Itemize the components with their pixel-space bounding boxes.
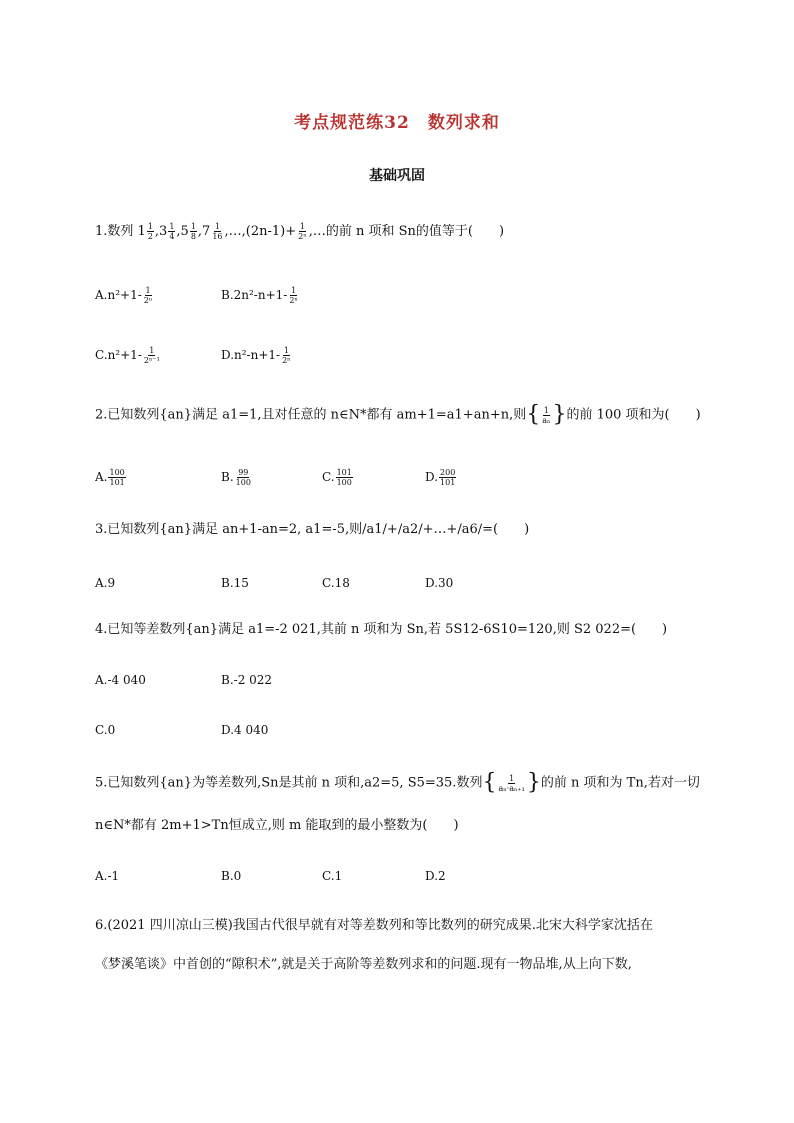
question-1-option-d: D.n²-n+1- $\frac{1}{\text{2ⁿ}}$ [221,346,291,365]
question-5-option-b: B.0 [221,869,242,883]
question-2-option-c: C. $\frac{101}{100}$ [322,468,352,487]
section-heading: 基础巩固 [369,168,425,184]
question-3-option-a: A.9 [95,576,116,590]
question-5-line-2: n∈N*都有 2m+1>Tn恒成立,则 m 能取到的最小整数为( ) [95,818,459,833]
question-4: 4.已知等差数列{an}满足 a1=-2 021,其前 n 项和为 Sn,若 5S12-6S10=120,则 S2 022=( ) [95,622,668,637]
question-5: 5.已知数列{an}为等差数列,Sn是其前 n 项和,a2=5, S5=35.数列{ $\frac{1}{\text{aₙ·aₙ₊₁}}$ }的前 n 项和为 Tn,若对一切 [95,770,700,795]
question-4-option-a: A.-4 040 [95,673,146,687]
question-2-option-d: D. $\frac{200}{101}$ [425,468,456,487]
question-5-suffix: 的前 n 项和为 Tn,若对一切 [540,775,700,791]
question-6-line-1: 6.(2021 四川凉山三模)我国古代很早就有对等差数列和等比数列的研究成果.北宋大科学家沈括在 [95,918,653,933]
question-6-line-2: 《梦溪笔谈》中首创的“隙积术”,就是关于高阶等差数列求和的问题.现有一物品堆,从上向下数, [95,957,632,972]
question-1: 1.数列 1 $\frac{1}{2}$ ,3 $\frac{1}{4}$ ,5 $\frac{1}{8}$ ,7 $\frac{1}{16}$ ,…,(2n-1)+ $\frac{1}{\text{2ⁿ}}$ ,…的前 n 项和 Sn的值等于( ) [95,222,505,241]
question-4-option-c: C.0 [95,723,116,737]
question-3-option-b: B.15 [221,576,249,590]
question-3-option-d: D.30 [425,576,454,590]
question-5-option-d: D.2 [425,869,446,883]
page-title: 考点规范练32 数列求和 [294,113,500,133]
question-5-option-c: C.1 [322,869,343,883]
question-1-option-b: B.2n²-n+1- $\frac{1}{\text{2ⁿ}}$ [221,286,298,305]
question-4-option-d: D.4 040 [221,723,269,737]
question-5-text: 5.已知数列{an}为等差数列,Sn是其前 n 项和,a2=5, S5=35.数列 [95,775,483,791]
question-1-option-a: A.n²+1- $\frac{1}{\text{2ⁿ}}$ [95,286,153,305]
question-1-suffix: ,…的前 n 项和 Sn的值等于( ) [308,224,505,239]
question-3: 3.已知数列{an}满足 an+1-an=2, a1=-5,则/a1/+/a2/+…+/a6/=( ) [95,522,530,537]
question-3-option-c: C.18 [322,576,350,590]
question-2: 2.已知数列{an}满足 a1=1,且对任意的 n∈N*都有 am+1=a1+an+n,则{ $\frac{1}{\text{aₙ}}$ }的前 100 项和为( ) [95,402,701,427]
question-2-option-b: B. $\frac{99}{100}$ [221,468,251,487]
question-1-mid: …,(2n-1)+ [228,224,297,239]
question-4-option-b: B.-2 022 [221,673,273,687]
question-2-option-a: A. $\frac{100}{101}$ [95,468,125,487]
question-2-text: 2.已知数列{an}满足 a1=1,且对任意的 n∈N*都有 am+1=a1+an+n,则 [95,407,527,423]
question-5-option-a: A.-1 [95,869,120,883]
question-1-option-c: C.n²+1- $\frac{1}{\text{2ⁿ⁻¹}}$ [95,346,160,365]
question-1-prefix: 1.数列 [95,224,134,239]
question-1-sequence: 1 $\frac{1}{2}$ ,3 $\frac{1}{4}$ ,5 $\frac{1}{8}$ ,7 $\frac{1}{16}$ , [137,222,229,241]
question-2-suffix: 的前 100 项和为( ) [566,407,701,423]
